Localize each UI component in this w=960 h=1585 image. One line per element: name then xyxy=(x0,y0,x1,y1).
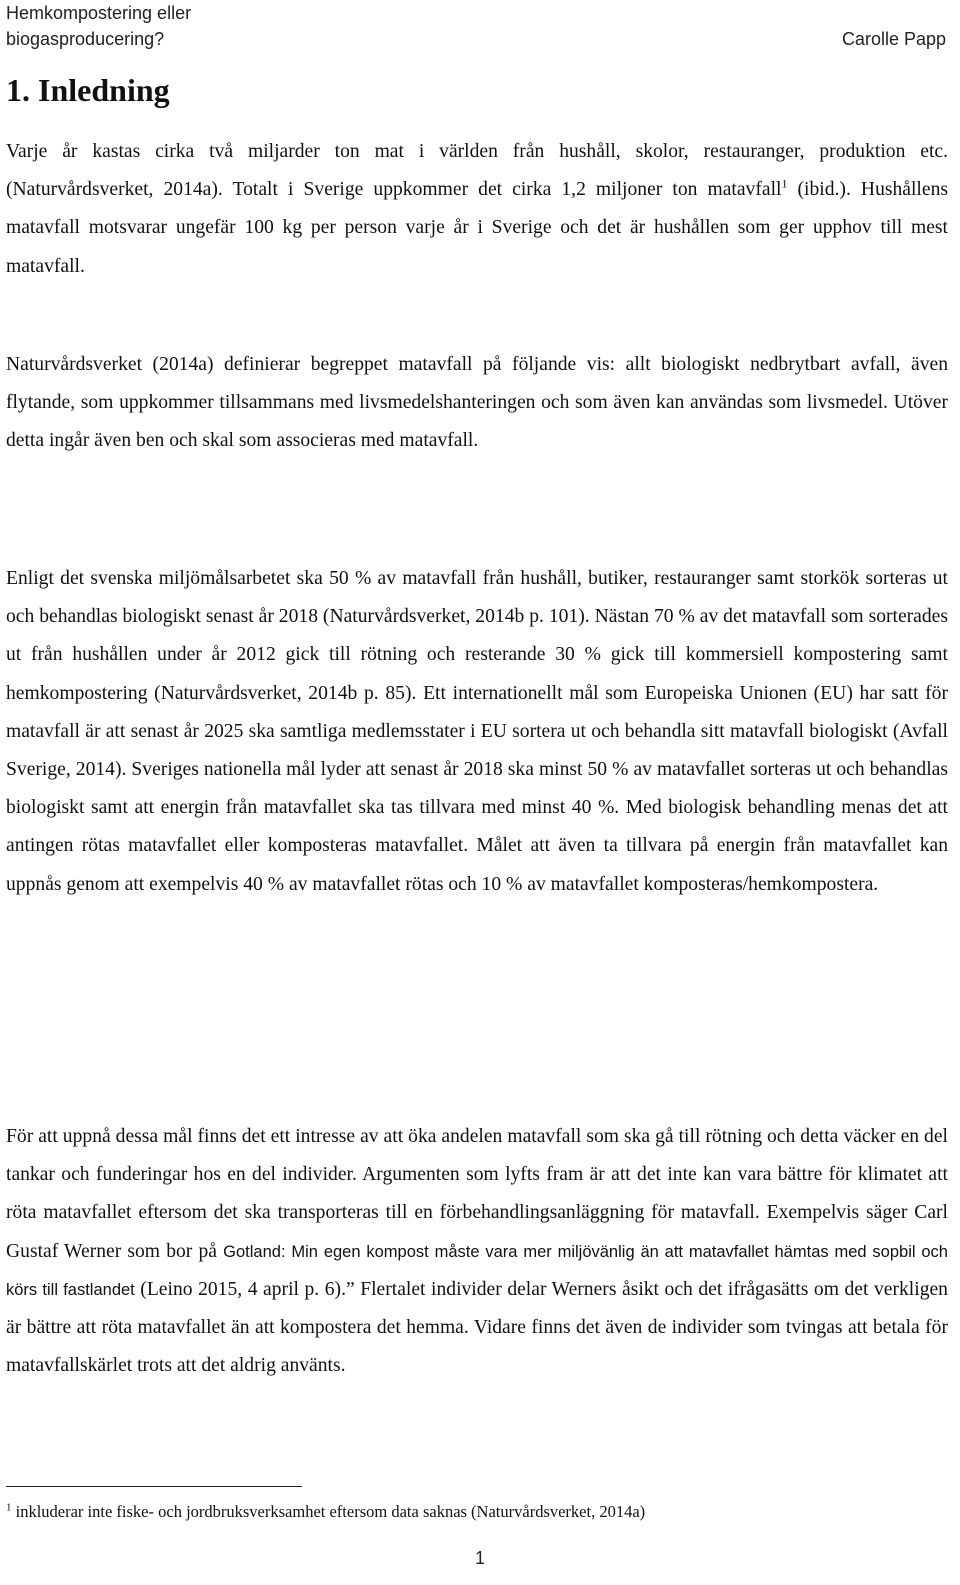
section-heading: 1. Inledning xyxy=(6,72,170,108)
footnote xyxy=(6,1500,946,1524)
paragraph-2: Naturvårdsverket (2014a) definierar begreppet matavfall på följande vis: allt biologiskt nedbrytbart avfall, även flytande, som uppkommer tillsammans med livsmedelshanteringen och som även kan användas som livsmedel. Utöver detta ingår även ben och skal som associeras med matavfall. xyxy=(6,354,948,452)
paragraph-1-text-a: Varje år kastas cirka två miljarder ton mat i världen från hushåll, skolor, restauranger, produktion etc. (Naturvårdsverket, 2014a). Totalt i Sverige uppkommer det cirka 1,2 miljoner ton matavfall xyxy=(6,141,948,201)
footnote-reference: 1 xyxy=(781,176,788,191)
paragraph-1-text-b: (ibid.). Hushållens matavfall motsvarar ungefär 100 kg per person varje år i Sverige och det är hushållen som ger upphov till mest matavfall. xyxy=(6,179,948,277)
paragraph-4-text-b: (Leino 2015, 4 april p. 6).” Flertalet individer delar Werners åsikt och det ifrågasätts om det verkligen är bättre att röta matavfallet än att kompostera det hemma. Vidare finns det även de individer som tvingas att betala för matavfallskärlet trots att det aldrig använts. xyxy=(6,1278,948,1377)
paragraph-4-text-a: För att uppnå dessa mål finns det ett intresse av att öka andelen matavfall som ska gå till rötning och detta väcker en del tankar och funderingar hos en del individer. Argumenten som lyfts fram är att det inte kan vara bättre för klimatet att röta matavfallet eftersom det ska transporteras till en förbehandlingsanläggning för matavfall. Exempelvis säger Carl Gustaf Werner som bor på xyxy=(6,1126,948,1262)
paragraph-1 xyxy=(6,133,948,286)
running-header-author: Carolle Papp xyxy=(841,29,946,49)
paragraph-3: Enligt det svenska miljömålsarbetet ska 50 % av matavfall från hushåll, butiker, restauranger samt storkök sorteras ut och behandlas biologiskt senast år 2018 (Naturvårdsverket, 2014b p. 101). Nästan 70 % av det matavfall som sorterades ut från hushållen under år 2012 gick till rötning och resterande 30 % gick till kommersiell kompostering samt hemkompostering (Naturvårdsverket, 2014b p. 85). Ett internationellt mål som Europeiska Unionen (EU) har satt för matavfall är att senast år 2025 ska samtliga medlemsstater i EU sortera ut och behandla sitt matavfall biologiskt (Avfall Sverige, 2014). Sveriges nationella mål lyder att senast år 2018 ska minst 50 % av matavfallet sorteras ut och behandlas biologiskt samt att energin från matavfallet ska tas tillvara med minst 40 %. Med biologisk behandling menas det att antingen rötas matavfallet eller komposteras matavfallet. Målet att även ta tillvara på energin från matavfallet kan uppnås genom att exempelvis 40 % av matavfallet rötas och 10 % av matavfallet komposteras/hemkompostera. xyxy=(6,568,948,895)
footnote-divider xyxy=(6,1486,302,1487)
running-header-title: Hemkompostering eller biogasproducering? xyxy=(6,3,192,49)
page-number: 1 xyxy=(474,1548,485,1568)
quote-text: Gotland: Min egen kompost måste vara mer miljövänlig än att matavfallet hämtas med sopbil och körs till fastlandet xyxy=(6,1242,948,1299)
footnote-text: inkluderar inte fiske- och jordbruksverksamhet eftersom data saknas (Naturvårdsverket, 2014a) xyxy=(11,1502,646,1521)
paragraph-4 xyxy=(6,1118,948,1385)
footnote-marker: 1 xyxy=(6,1501,12,1514)
